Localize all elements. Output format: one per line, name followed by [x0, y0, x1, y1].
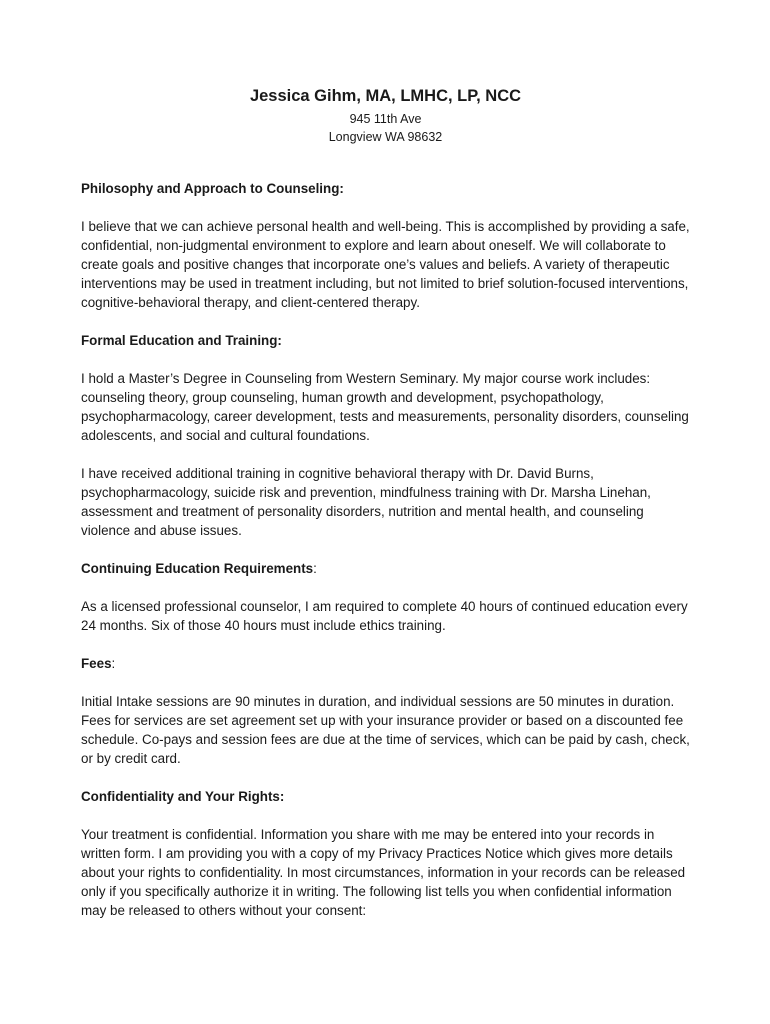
fees-paragraph: Initial Intake sessions are 90 minutes in duration, and individual sessions are 50 minutes in duration. Fees for services are set agreement set up with your insurance provider or based on a discounted fee schedule. Co-pays and session fees are due at the time of services, which can be paid by cash, check, or by credit card.	[81, 694, 690, 766]
continuing-education-heading-colon: :	[313, 561, 317, 576]
continuing-education-paragraph: As a licensed professional counselor, I am required to complete 40 hours of continued education every 24 months. Six of those 40 hours must include ethics training.	[81, 599, 688, 633]
fees-heading-text: Fees	[81, 656, 112, 671]
philosophy-heading-text: Philosophy and Approach to Counseling:	[81, 181, 344, 196]
confidentiality-heading	[81, 787, 690, 806]
education-heading	[81, 331, 690, 350]
education-paragraph-2: I have received additional training in cognitive behavioral therapy with Dr. David Burns, psychopharmacology, suicide risk and prevention, mindfulness training with Dr. Marsha Linehan, assessment and treatment of personality disorders, nutrition and mental health, and counseling violence and abuse issues.	[81, 466, 651, 538]
education-paragraph-1: I hold a Master’s Degree in Counseling from Western Seminary. My major course work includes: counseling theory, group counseling, human growth and development, psychopathology, psychopharmacology, career development, tests and measurements, personality disorders, counseling adolescents, and social and cultural foundations.	[81, 371, 689, 443]
counselor-name: Jessica Gihm, MA, LMHC, LP, NCC	[249, 87, 522, 105]
philosophy-heading	[81, 179, 690, 198]
confidentiality-heading-text: Confidentiality and Your Rights:	[81, 789, 285, 804]
address-line-1: 945 11th Ave	[349, 112, 422, 126]
education-heading-text: Formal Education and Training:	[81, 333, 282, 348]
document-header	[81, 86, 690, 146]
confidentiality-paragraph: Your treatment is confidential. Information you share with me may be entered into your records in written form. I am providing you with a copy of my Privacy Practices Notice which gives more details about your rights to confidentiality. In most circumstances, information in your records can be released only if you specifically authorize it in writing. The following list tells you when confidential information may be released to others without your consent:	[81, 827, 686, 918]
fees-heading	[81, 654, 690, 673]
fees-heading-colon: :	[111, 656, 116, 671]
philosophy-paragraph: I believe that we can achieve personal health and well-being. This is accomplished by providing a safe, confidential, non-judgmental environment to explore and learn about oneself. We will collaborate to create goals and positive changes that incorporate one’s values and beliefs. A variety of therapeutic interventions may be used in treatment including, but not limited to brief solution-focused interventions, cognitive-behavioral therapy, and client-centered therapy.	[81, 219, 690, 310]
continuing-education-heading-text: Continuing Education Requirements	[81, 561, 314, 576]
address-line-2: Longview WA 98632	[328, 130, 443, 144]
continuing-education-heading	[81, 559, 690, 578]
